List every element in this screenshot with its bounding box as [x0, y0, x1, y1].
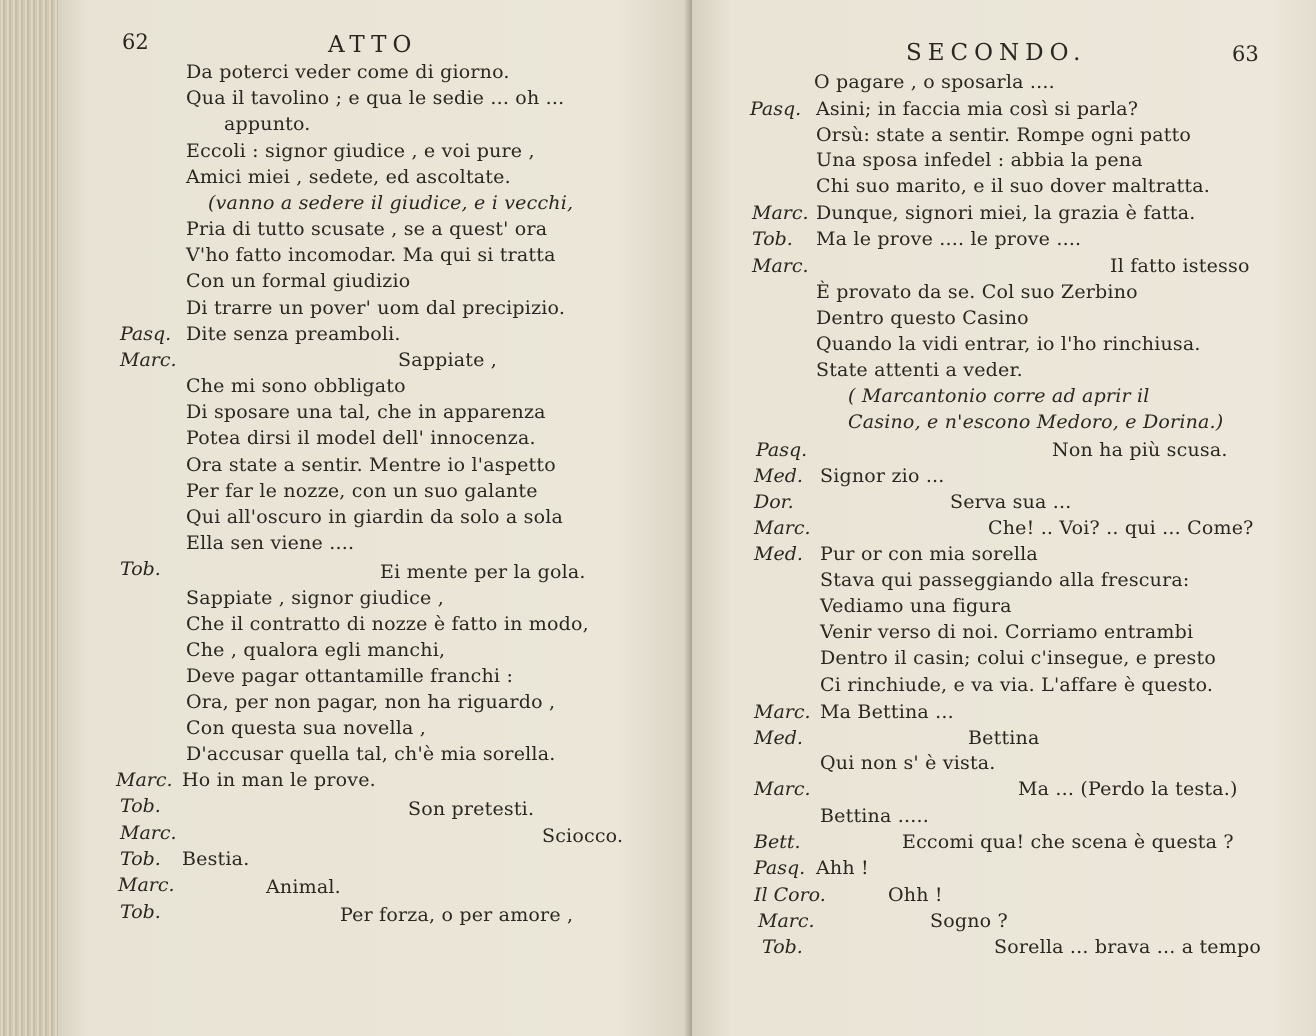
text-line: Sciocco.	[542, 825, 624, 847]
text-line: Potea dirsi il model dell' innocenza.	[186, 427, 536, 449]
text-line: Dentro questo Casino	[816, 307, 1029, 329]
speaker-name: Pasq.	[750, 98, 802, 120]
text-line: Pur or con mia sorella	[820, 543, 1038, 565]
text-line: Ora, per non pagar, non ha riguardo ,	[186, 691, 556, 713]
stage-direction: Casino, e n'escono Medoro, e Dorina.)	[848, 411, 1224, 433]
text-line: Eccomi qua! che scena è questa ?	[902, 831, 1234, 853]
text-line: V'ho fatto incomodar. Ma qui si tratta	[186, 244, 556, 266]
text-line: Stava qui passeggiando alla frescura:	[820, 569, 1190, 591]
text-line: Da poterci veder come di giorno.	[186, 61, 510, 83]
text-line: Per far le nozze, con un suo galante	[186, 480, 538, 502]
stage-direction: (vanno a sedere il giudice, e i vecchi,	[208, 192, 574, 214]
speaker-name: Pasq.	[756, 439, 808, 461]
text-line: Di sposare una tal, che in apparenza	[186, 401, 546, 423]
text-line: Bettina .....	[820, 805, 929, 827]
speaker-name: Il Coro.	[754, 884, 826, 906]
speaker-name: Marc.	[120, 822, 177, 844]
text-line: Son pretesti.	[408, 798, 535, 820]
speaker-name: Marc.	[754, 517, 811, 539]
text-line: Con un formal giudizio	[186, 270, 411, 292]
text-line: Qui non s' è vista.	[820, 752, 996, 774]
speaker-name: Pasq.	[120, 323, 172, 345]
text-line: Sogno ?	[930, 910, 1008, 932]
speaker-name: Med.	[754, 543, 803, 565]
text-line: Ma ... (Perdo la testa.)	[1018, 778, 1238, 800]
text-line: Pria di tutto scusate , se a quest' ora	[186, 218, 548, 240]
speaker-name: Tob.	[120, 795, 161, 817]
speaker-name: Marc.	[754, 701, 811, 723]
text-line: Ohh !	[888, 884, 943, 906]
speaker-name: Med.	[754, 465, 803, 487]
text-line: Bestia.	[182, 848, 250, 870]
text-line: Deve pagar ottantamille franchi :	[186, 665, 514, 687]
speaker-name: Dor.	[754, 491, 794, 513]
speaker-name: Tob.	[120, 558, 161, 580]
text-line: Non ha più scusa.	[1052, 439, 1228, 461]
text-line: Ella sen viene ....	[186, 532, 355, 554]
left-page-header: ATTO	[328, 32, 418, 58]
text-line: Per forza, o per amore ,	[340, 904, 574, 926]
text-line: appunto.	[224, 113, 311, 135]
text-line: O pagare , o sposarla ....	[814, 71, 1055, 93]
speaker-name: Marc.	[758, 910, 815, 932]
text-line: Ma le prove .... le prove ....	[816, 228, 1082, 250]
text-line: È provato da se. Col suo Zerbino	[816, 281, 1138, 303]
left-page	[58, 0, 692, 1036]
speaker-name: Med.	[754, 727, 803, 749]
text-line: Una sposa infedel : abbia la pena	[816, 149, 1143, 171]
text-line: Dentro il casin; colui c'insegue, e presto	[820, 647, 1216, 669]
text-line: Ma Bettina ...	[820, 701, 954, 723]
text-line: Che mi sono obbligato	[186, 375, 406, 397]
speaker-name: Tob.	[752, 228, 793, 250]
speaker-name: Marc.	[118, 874, 175, 896]
text-line: Dite senza preamboli.	[186, 323, 401, 345]
speaker-name: Marc.	[752, 202, 809, 224]
text-line: Con questa sua novella ,	[186, 717, 427, 739]
text-line: Serva sua ...	[950, 491, 1072, 513]
speaker-name: Pasq.	[754, 857, 806, 879]
speaker-name: Tob.	[762, 936, 803, 958]
text-line: Signor zio ...	[820, 465, 945, 487]
text-line: Ahh !	[816, 857, 869, 879]
text-line: Ora state a sentir. Mentre io l'aspetto	[186, 454, 556, 476]
text-line: Amici miei , sedete, ed ascoltate.	[186, 166, 511, 188]
text-line: Animal.	[266, 876, 341, 898]
text-line: D'accusar quella tal, ch'è mia sorella.	[186, 743, 556, 765]
text-line: Che! .. Voi? .. qui ... Come?	[988, 517, 1254, 539]
speaker-name: Bett.	[754, 831, 801, 853]
text-line: State attenti a veder.	[816, 359, 1023, 381]
text-line: Sorella ... brava ... a tempo	[994, 936, 1261, 958]
left-page-number: 62	[122, 30, 149, 54]
text-line: Qui all'oscuro in giardin da solo a sola	[186, 506, 564, 528]
text-line: Venir verso di noi. Corriamo entrambi	[820, 621, 1194, 643]
speaker-name: Marc.	[116, 769, 173, 791]
text-line: Il fatto istesso	[1110, 255, 1250, 277]
speaker-name: Tob.	[120, 901, 161, 923]
stage-direction: ( Marcantonio corre ad aprir il	[848, 385, 1150, 407]
text-line: Chi suo marito, e il suo dover maltratta.	[816, 175, 1210, 197]
text-line: Di trarre un pover' uom dal precipizio.	[186, 297, 566, 319]
text-line: Qua il tavolino ; e qua le sedie ... oh ...	[186, 87, 565, 109]
speaker-name: Marc.	[752, 255, 809, 277]
text-line: Orsù: state a sentir. Rompe ogni patto	[816, 124, 1192, 146]
text-line: Che il contratto di nozze è fatto in modo,	[186, 613, 589, 635]
text-line: Vediamo una figura	[820, 595, 1012, 617]
right-page	[692, 0, 1316, 1036]
speaker-name: Marc.	[754, 778, 811, 800]
text-line: Sappiate , signor giudice ,	[186, 587, 444, 609]
right-page-number: 63	[1232, 42, 1259, 66]
text-line: Quando la vidi entrar, io l'ho rinchiusa.	[816, 333, 1201, 355]
speaker-name: Marc.	[120, 349, 177, 371]
text-line: Che , qualora egli manchi,	[186, 639, 446, 661]
right-page-header: SECONDO.	[906, 40, 1087, 66]
text-line: Dunque, signori miei, la grazia è fatta.	[816, 202, 1196, 224]
text-line: Ho in man le prove.	[182, 769, 376, 791]
text-line: Bettina	[968, 727, 1040, 749]
text-line: Ci rinchiude, e va via. L'affare è questo.	[820, 674, 1214, 696]
speaker-name: Tob.	[120, 848, 161, 870]
text-line: Asini; in faccia mia così si parla?	[816, 98, 1139, 120]
text-line: Sappiate ,	[398, 349, 498, 371]
text-line: Eccoli : signor giudice , e voi pure ,	[186, 140, 535, 162]
text-line: Ei mente per la gola.	[380, 561, 586, 583]
